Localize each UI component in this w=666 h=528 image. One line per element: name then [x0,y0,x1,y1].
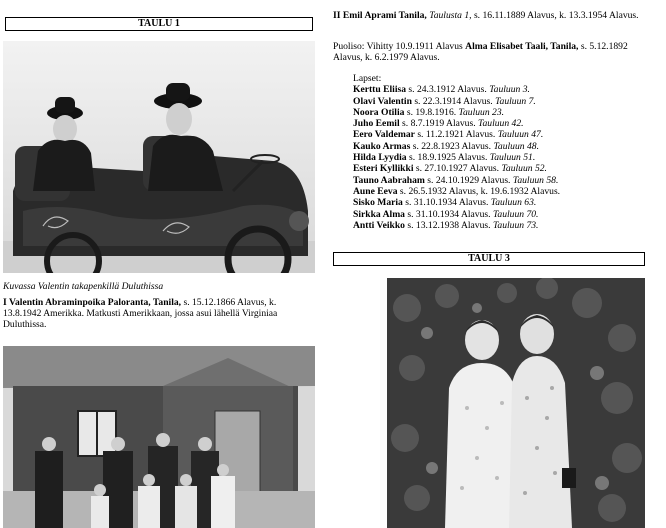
entry-emil-ref: Taulusta 1, [426,10,472,21]
child-row: Hilda Lyydia s. 18.9.1925 Alavus. Tauluun 51. [353,152,536,164]
child-row: Juho Eemil s. 8.7.1919 Alavus. Tauluun 42. [353,118,524,130]
spouse-entry [333,41,647,63]
children-label: Lapset: [353,73,382,84]
child-row: Sisko Maria s. 31.10.1934 Alavus. Tauluun 63. [353,197,537,209]
photo-caption: Kuvassa Valentin takapenkillä Duluthissa [3,281,164,292]
spouse-text: s. 5.12.1892 Alavus, k. 6.2.1979 Alavus. [333,41,628,63]
children-list [353,73,653,231]
child-row: Aune Eeva s. 26.5.1932 Alavus, k. 19.6.1932 Alavus. [353,185,561,197]
child-row: Kerttu Eliisa s. 24.3.1912 Alavus. Tauluun 3. [353,84,530,96]
car-photo [3,41,315,273]
entry-valentin-name: I Valentin Abraminpoika Paloranta, Tanila, [3,297,182,308]
child-row: Sirkka Alma s. 31.10.1934 Alavus. Tauluun 70. [353,208,539,220]
spouse-name: Alma Elisabet Taali, Tanila, [465,41,579,52]
child-row: Eero Valdemar s. 11.2.1921 Alavus. Tauluun 47. [353,129,544,141]
child-row: Olavi Valentin s. 22.3.1914 Alavus. Tauluun 7. [353,95,536,107]
child-row: Esteri Kyllikki s. 27.10.1927 Alavus. Tauluun 52. [353,163,547,175]
entry-valentin-text: s. 15.12.1866 Alavus, k. 13.8.1942 Amerikka. Matkusti Amerikkaan, jossa asui lähellä Virginiaa Duluthissa. [3,297,278,330]
entry-emil-name: II Emil Aprami Tanila, [333,10,427,21]
entry-valentin [3,297,315,330]
table-3-header: TAULU 3 [333,252,645,266]
table-1-header: TAULU 1 [5,17,313,31]
entry-emil [333,10,647,21]
spouse-prefix: Puoliso: Vihitty 10.9.1911 Alavus [333,41,466,52]
house-family-photo [3,346,315,528]
child-row: Antti Veikko s. 13.12.1938 Alavus. Tauluun 73. [353,219,539,231]
child-row: Tauno Aabraham s. 24.10.1929 Alavus. Tauluun 58. [353,174,559,186]
entry-emil-text: s. 16.11.1889 Alavus, k. 13.3.1954 Alavus. [471,10,639,21]
two-women-photo [387,278,645,528]
child-row: Noora Otilia s. 19.8.1916. Tauluun 23. [353,106,505,118]
child-row: Kauko Armas s. 22.8.1923 Alavus. Tauluun 48. [353,140,539,152]
